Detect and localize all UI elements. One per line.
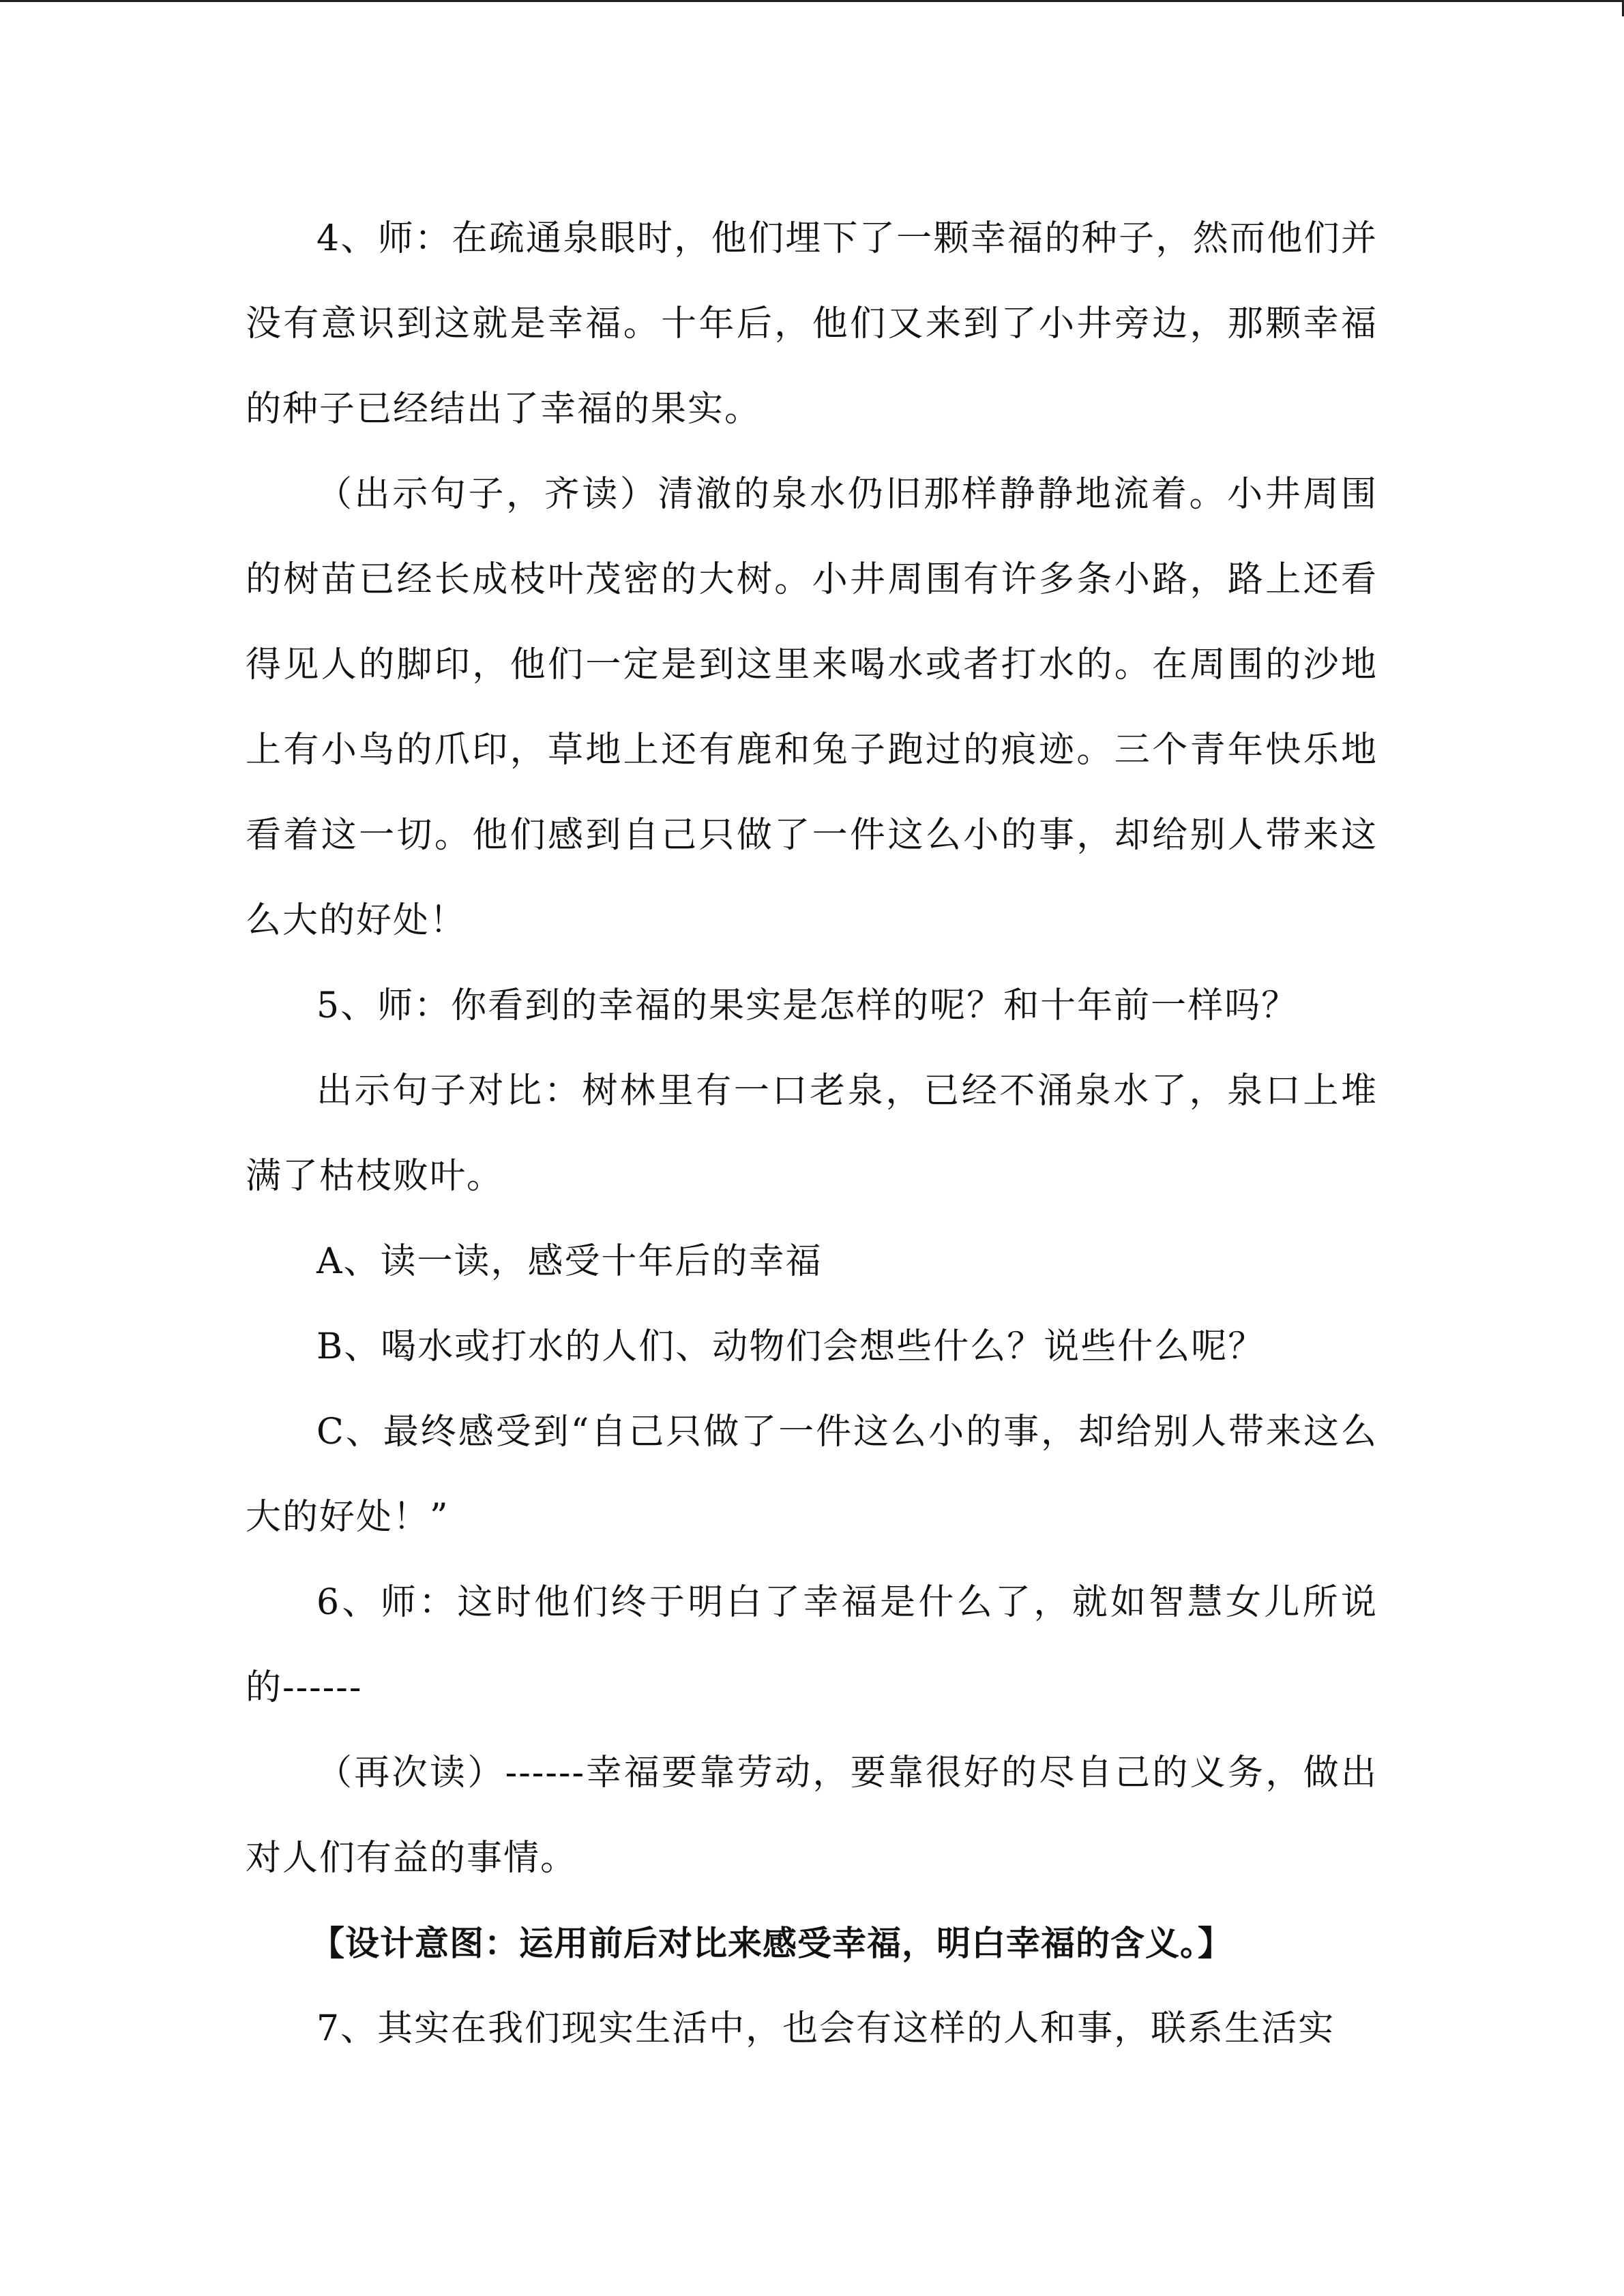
paragraph-comparison: 出示句子对比：树林里有一口老泉，已经不涌泉水了，泉口上堆满了枯枝败叶。 [246,1071,1378,1197]
paragraph-step-4: 4、师：在疏通泉眼时，他们埋下了一颗幸福的种子，然而他们并没有意识到这就是幸福。十年后，他们又来到了小井旁边，那颗幸福的种子已经结出了幸福的果实。 [246,218,1378,430]
design-intent-note: 【设计意图：运用前后对比来感受幸福，明白幸福的含义。】 [310,1924,1232,1963]
paragraph-step-7: 7、其实在我们现实生活中，也会有这样的人和事，联系生活实 [316,2008,1335,2049]
paragraph-quoted-text: （出示句子，齐读）清澈的泉水仍旧那样静静地流着。小井周围的树苗已经长成枝叶茂密的大树。小井周围有许多条小路，路上还看得见人的脚印，他们一定是到这里来喝水或者打水的。在周围的沙地上有小鸟的爪印，草地上还有鹿和兔子跑过的痕迹。三个青年快乐地看着这一切。他们感到自己只做了一件这么小的事，却给别人带来这么大的好处！ [246,474,1378,941]
paragraph-item-b: B、喝水或打水的人们、动物们会想些什么？说些什么呢？ [316,1326,1265,1367]
document-page [246,196,1378,2072]
paragraph-step-5: 5、师：你看到的幸福的果实是怎样的呢？和十年前一样吗？ [316,985,1299,1026]
paragraph-reread: （再次读）------幸福要靠劳动，要靠很好的尽自己的义务，做出对人们有益的事情。 [246,1753,1378,1879]
page-top-border [0,0,1624,2]
paragraph-step-6: 6、师：这时他们终于明白了幸福是什么了，就如智慧女儿所说的------ [246,1582,1378,1708]
paragraph-item-c: C、最终感受到“自己只做了一件这么小的事，却给别人带来这么大的好处！” [246,1412,1378,1538]
paragraph-item-a: A、读一读，感受十年后的幸福 [316,1241,823,1282]
